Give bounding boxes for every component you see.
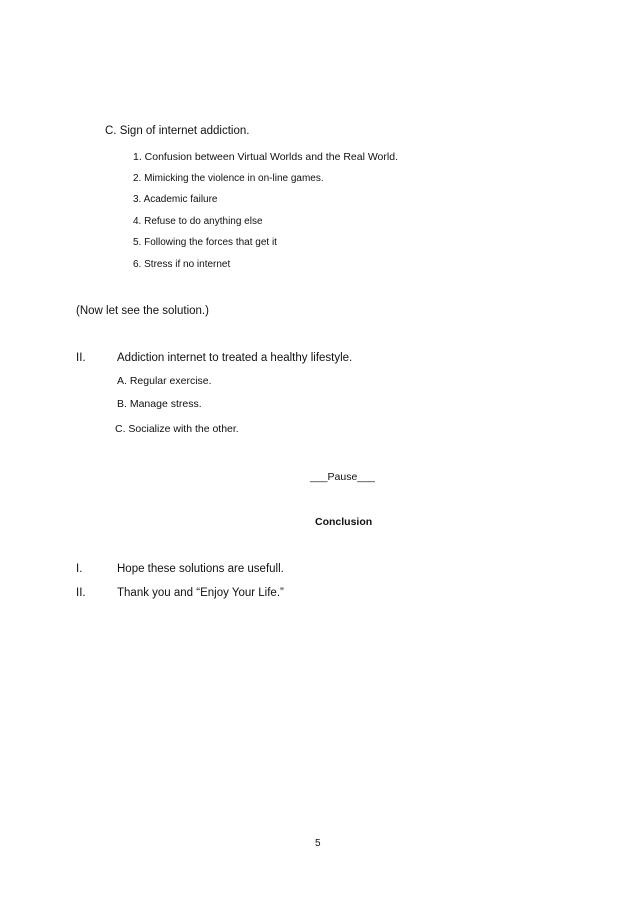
section-c-heading: C. Sign of internet addiction. bbox=[105, 125, 250, 137]
list-item: 2. Mimicking the violence in on-line games. bbox=[133, 173, 324, 184]
transition-text: (Now let see the solution.) bbox=[76, 305, 209, 317]
point-text: Thank you and “Enjoy Your Life.” bbox=[117, 587, 284, 599]
list-item: 5. Following the forces that get it bbox=[133, 237, 277, 248]
roman-numeral: I. bbox=[76, 563, 83, 575]
conclusion-heading: Conclusion bbox=[315, 516, 373, 528]
roman-numeral: II. bbox=[76, 352, 86, 364]
list-item: A. Regular exercise. bbox=[117, 375, 212, 387]
list-item: 6. Stress if no internet bbox=[133, 259, 231, 270]
list-item: 1. Confusion between Virtual Worlds and the Real World. bbox=[133, 151, 398, 163]
roman-numeral: II. bbox=[76, 587, 86, 599]
list-item: 4. Refuse to do anything else bbox=[133, 216, 263, 227]
point-text: Hope these solutions are usefull. bbox=[117, 563, 284, 575]
list-item: B. Manage stress. bbox=[117, 398, 202, 410]
pause-marker: ___Pause___ bbox=[310, 471, 375, 483]
list-item: C. Socialize with the other. bbox=[115, 423, 239, 435]
page-number: 5 bbox=[315, 838, 321, 849]
point-text: Addiction internet to treated a healthy lifestyle. bbox=[117, 352, 353, 364]
list-item: 3. Academic failure bbox=[133, 194, 218, 205]
